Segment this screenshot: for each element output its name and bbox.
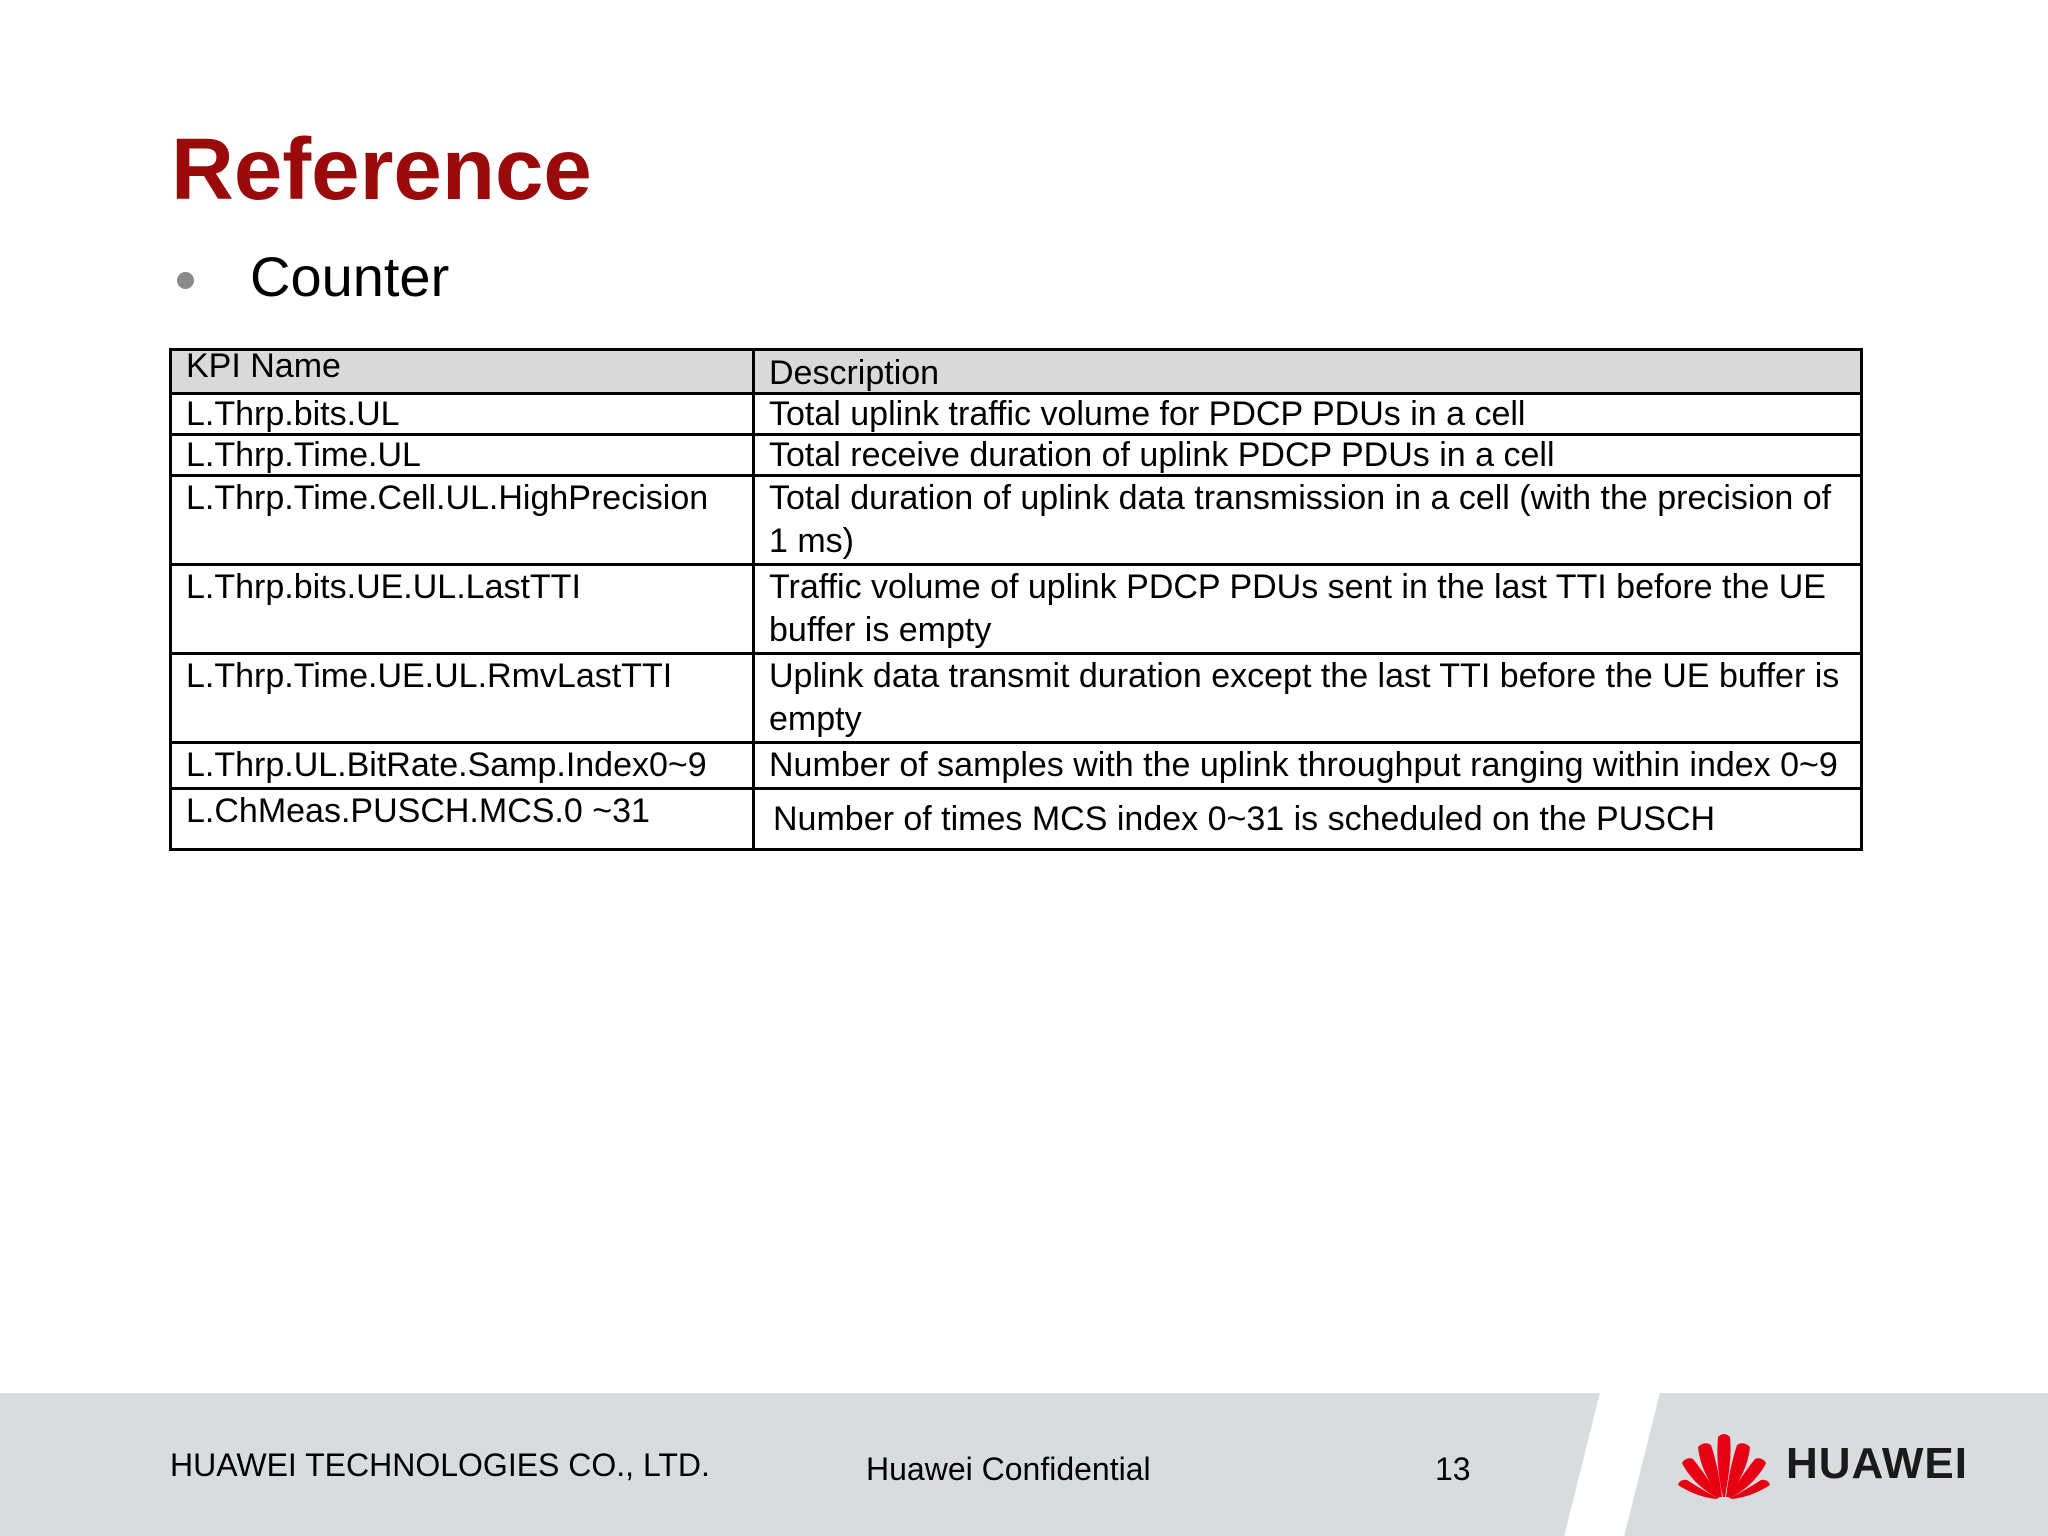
kpi-table (169, 348, 1863, 851)
kpi-name-cell: L.Thrp.UL.BitRate.Samp.Index0~9 (171, 743, 754, 789)
description-cell: Traffic volume of uplink PDCP PDUs sent in the last TTI before the UE buffer is empty (754, 565, 1862, 654)
description-cell: Total receive duration of uplink PDCP PDUs in a cell (754, 435, 1862, 476)
description-cell: Number of samples with the uplink throughput ranging within index 0~9 (754, 743, 1862, 789)
table-row (171, 394, 1862, 435)
kpi-name-cell: L.Thrp.bits.UE.UL.LastTTI (171, 565, 754, 654)
table-row (171, 789, 1862, 850)
bullet-dot-icon (177, 272, 194, 289)
header-description: Description (754, 350, 1862, 394)
huawei-petals-icon (1676, 1429, 1772, 1499)
description-cell: Total duration of uplink data transmission in a cell (with the precision of 1 ms) (754, 476, 1862, 565)
table-row (171, 476, 1862, 565)
bullet-text: Counter (250, 245, 450, 308)
kpi-name-cell: L.ChMeas.PUSCH.MCS.0 ~31 (171, 789, 754, 850)
description-cell: Uplink data transmit duration except the last TTI before the UE buffer is empty (754, 654, 1862, 743)
header-kpi-name: KPI Name (171, 350, 754, 394)
table-row (171, 743, 1862, 789)
kpi-name-cell: L.Thrp.Time.UE.UL.RmvLastTTI (171, 654, 754, 743)
footer-bar (0, 1393, 2048, 1536)
table-row (171, 565, 1862, 654)
footer-company-name: HUAWEI TECHNOLOGIES CO., LTD. (170, 1447, 710, 1483)
table-header-row (171, 350, 1862, 394)
kpi-name-cell: L.Thrp.Time.UL (171, 435, 754, 476)
description-cell: Number of times MCS index 0~31 is scheduled on the PUSCH (754, 789, 1862, 850)
table-row (171, 435, 1862, 476)
huawei-wordmark: HUAWEI (1786, 1439, 1968, 1488)
footer-confidential-label: Huawei Confidential (866, 1451, 1151, 1487)
page-title: Reference (171, 121, 592, 218)
bullet-item (177, 246, 449, 308)
kpi-name-cell: L.Thrp.Time.Cell.UL.HighPrecision (171, 476, 754, 565)
table-row (171, 654, 1862, 743)
kpi-name-cell: L.Thrp.bits.UL (171, 394, 754, 435)
page-number: 13 (1435, 1451, 1471, 1487)
description-cell: Total uplink traffic volume for PDCP PDUs in a cell (754, 394, 1862, 435)
huawei-logo (1676, 1429, 1968, 1499)
